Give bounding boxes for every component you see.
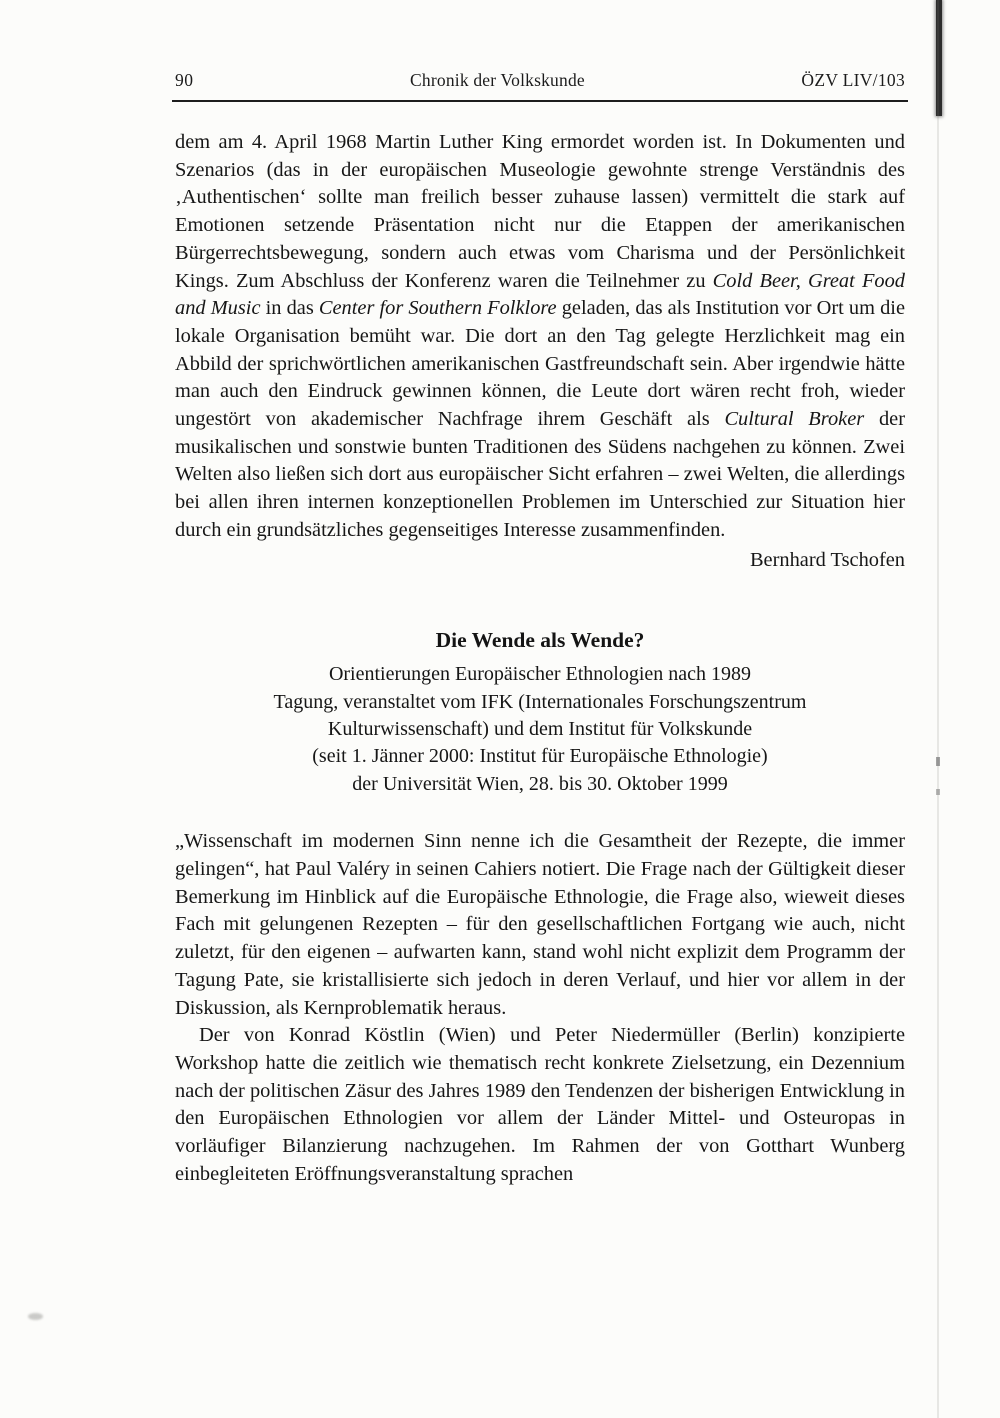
article-continuation-paragraph xyxy=(175,129,905,545)
page-header xyxy=(0,0,1000,91)
text-segment-italic: Cold Beer, Great Food and Music xyxy=(175,269,905,320)
text-segment-italic: Center for Southern Folklore xyxy=(318,297,557,320)
article-subtitle xyxy=(175,661,905,798)
subtitle-line: Orientierungen Europäischer Ethnologien nach 1989 xyxy=(328,663,752,686)
subtitle-line: Tagung, veranstaltet vom IFK (Internationales Forschungszentrum xyxy=(273,690,807,713)
subtitle-line: Kulturwissenschaft) und dem Institut für Volkskunde xyxy=(327,718,753,741)
issue-label: ÖZV LIV/103 xyxy=(801,70,905,90)
author-signature: Bernhard Tschofen xyxy=(749,548,905,571)
text-segment: geladen, das als Institution vor Ort um die lokale Organisation bemüht war. Die dort an den Tag gelegte Herzlichkeit mag ein Abbild der sprichwörtlichen amerikanischen Gastfreundschaft sein. Aber irgendwie hätte man auch den Eindruck gewinnen können, die Leute dort wären recht froh, wieder ungestört von akademischer Nachfrage ihrem Geschäft als xyxy=(175,297,905,431)
scan-edge-shadow xyxy=(937,0,939,1418)
text-segment: der musikalischen und sonstwie bunten Traditionen des Südens nachgehen zu können. Zwei Welten also ließen sich dort aus europäischer Sicht erfahren – zwei Welten, die allerdings bei allen ihren internen konzeptionellen Problemen im Unterschied zur Situation hier durch ein grundsätzliches gegenseitiges Interesse zusammenfinden. xyxy=(175,408,905,541)
text-segment: in das xyxy=(260,297,319,320)
scan-artifact-dot xyxy=(936,789,940,795)
scan-artifact-dot xyxy=(936,757,940,766)
subtitle-line: der Universität Wien, 28. bis 30. Oktober 1999 xyxy=(352,772,728,795)
journal-title: Chronik der Volkskunde xyxy=(410,70,585,90)
scan-artifact-smudge xyxy=(28,1313,43,1320)
page-content xyxy=(0,102,1000,1188)
body-paragraph-1: „Wissenschaft im modernen Sinn nenne ich die Gesamtheit der Rezepte, die immer gelingen“, hat Paul Valéry in seinen Cahiers notiert. Die Frage nach der Gültigkeit dieser Bemerkung im Hinblick auf die Europäische Ethnologie, die Frage also, wieweit dieses Fach mit gelungenen Rezepten – für den gesellschaftlichen Fortgang wie auch, nicht zuletzt, für den eigenen – aufwarten kann, stand wohl nicht explizit dem Programm der Tagung Pate, sie kristallisierte sich jedoch in deren Verlauf, und hier vor allem in der Diskussion, als Kernproblematik heraus. xyxy=(175,830,905,1019)
body-paragraph-2: Der von Konrad Köstlin (Wien) und Peter Niedermüller (Berlin) konzipierte Workshop hatte die zeitlich wie thematisch recht konkrete Zielsetzung, ein Dezennium nach der politischen Zäsur des Jahres 1989 den Tendenzen der bisherigen Entwicklung in den Europäischen Ethnologien vor allem der Länder Mittel- und Osteuropas in vorläufiger Bilanzierung nachzugehen. Im Rahmen der von Gotthart Wunberg einbegleiteten Eröffnungsveranstaltung sprachen xyxy=(175,1024,905,1185)
text-segment-italic: Cultural Broker xyxy=(724,408,865,431)
article-title: Die Wende als Wende? xyxy=(435,628,645,653)
subtitle-line: (seit 1. Jänner 2000: Institut für Europäische Ethnologie) xyxy=(312,745,768,768)
page-number: 90 xyxy=(175,70,194,90)
text-segment: dem am 4. April 1968 Martin Luther King ermordet worden ist. In Dokumenten und Szenarios (das in der europäischen Museologie gewohnte strenge Verständnis des ‚Authentischen‘ sollte man freilich besser zuhause lassen) vermittelt die stark auf Emotionen setzende Präsentation nicht nur die Etappen der amerikanischen Bürgerrechtsbewegung, sondern auch etwas vom Charisma und der Persönlichkeit Kings. Zum Abschluss der Konferenz waren die Teilnehmer zu xyxy=(175,131,905,292)
